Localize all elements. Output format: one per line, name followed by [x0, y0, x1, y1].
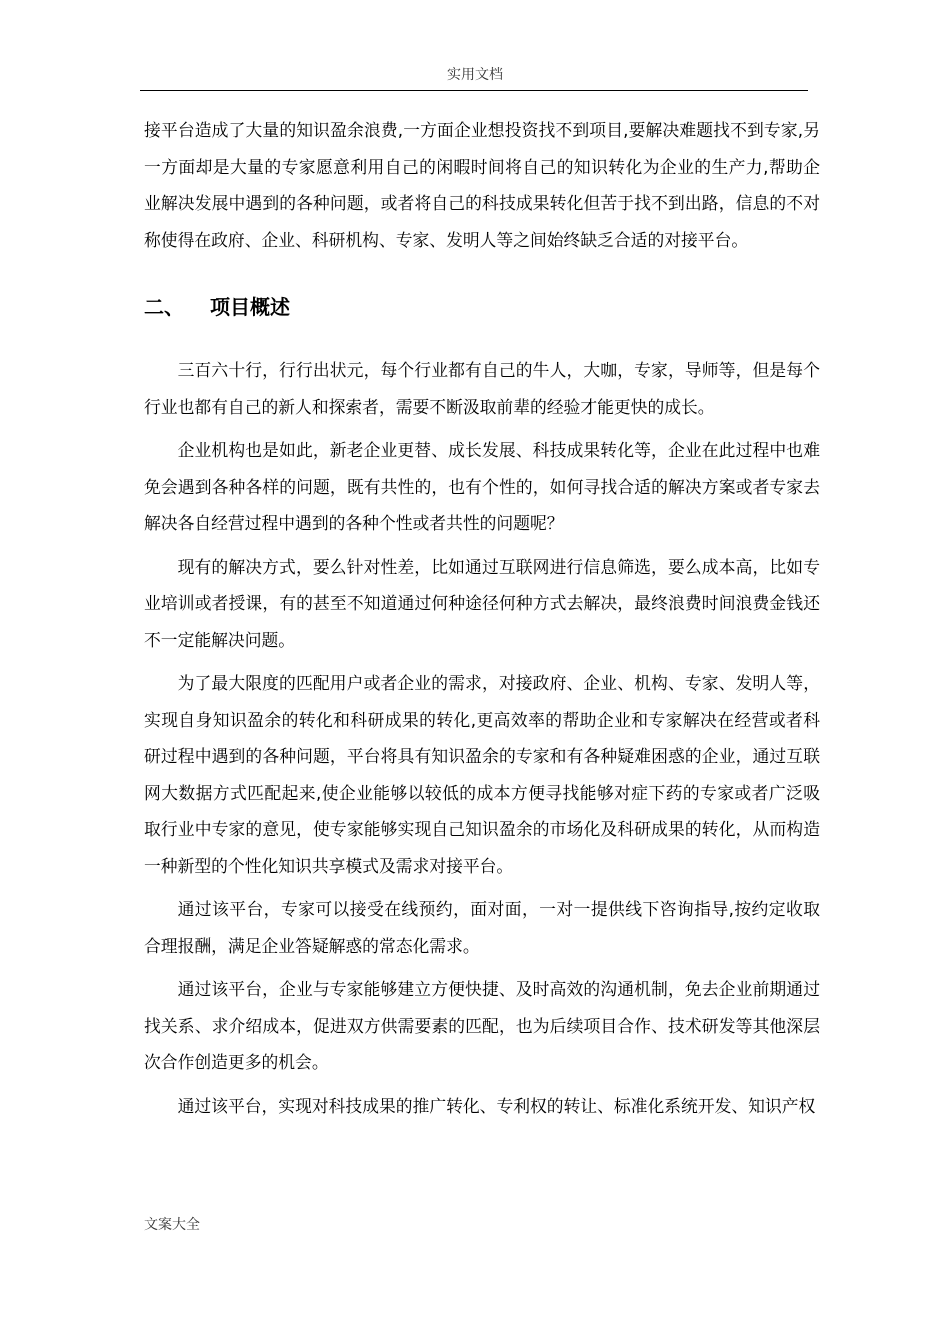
section-title: 项目概述 [210, 295, 290, 319]
intro-paragraph: 接平台造成了大量的知识盈余浪费,一方面企业想投资找不到项目,要解决难题找不到专家,另一方面却是大量的专家愿意利用自己的闲暇时间将自己的知识转化为企业的生产力,帮助企业解决发展中遇到的各种问题，或者将自己的科技成果转化但苦于找不到出路，信息的不对称使得在政府、企业、科研机构、专家、发明人等之间始终缺乏合适的对接平台。 [144, 120, 820, 250]
header-divider [140, 90, 808, 91]
section-heading [144, 292, 820, 322]
paragraph: 为了最大限度的匹配用户或者企业的需求，对接政府、企业、机构、专家、发明人等，实现自身知识盈余的转化和科研成果的转化,更高效率的帮助企业和专家解决在经营或者科研过程中遇到的各种问题，平台将具有知识盈余的专家和有各种疑难困惑的企业，通过互联网大数据方式匹配起来,使企业能够以较低的成本方便寻找能够对症下药的专家或者广泛吸取行业中专家的意见，使专家能够实现自己知识盈余的市场化及科研成果的转化，从而构造一种新型的个性化知识共享模式及需求对接平台。 [144, 673, 820, 876]
document-body [144, 112, 820, 1124]
page-footer: 文案大全 [144, 1217, 200, 1233]
paragraph: 现有的解决方式，要么针对性差，比如通过互联网进行信息筛选，要么成本高，比如专业培训或者授课，有的甚至不知道通过何种途径何种方式去解决，最终浪费时间浪费金钱还不一定能解决问题。 [144, 556, 820, 650]
paragraph: 通过该平台，企业与专家能够建立方便快捷、及时高效的沟通机制，免去企业前期通过找关系、求介绍成本，促进双方供需要素的匹配，也为后续项目合作、技术研发等其他深层次合作创造更多的机会。 [144, 979, 820, 1072]
paragraph: 三百六十行，行行出状元，每个行业都有自己的牛人，大咖，专家，导师等，但是每个行业也都有自己的新人和探索者，需要不断汲取前辈的经验才能更快的成长。 [144, 360, 820, 417]
section-number: 二、 [144, 295, 184, 319]
paragraph: 通过该平台，实现对科技成果的推广转化、专利权的转让、标准化系统开发、知识产权 [177, 1095, 816, 1116]
paragraph: 企业机构也是如此，新老企业更替、成长发展、科技成果转化等，企业在此过程中也难免会遇到各种各样的问题，既有共性的，也有个性的，如何寻找合适的解决方案或者专家去解决各自经营过程中遇到的各种个性或者共性的问题呢？ [144, 440, 820, 533]
paragraph: 通过该平台，专家可以接受在线预约，面对面，一对一提供线下咨询指导,按约定收取合理报酬，满足企业答疑解惑的常态化需求。 [144, 899, 820, 956]
page-header: 实用文档 [447, 67, 503, 83]
